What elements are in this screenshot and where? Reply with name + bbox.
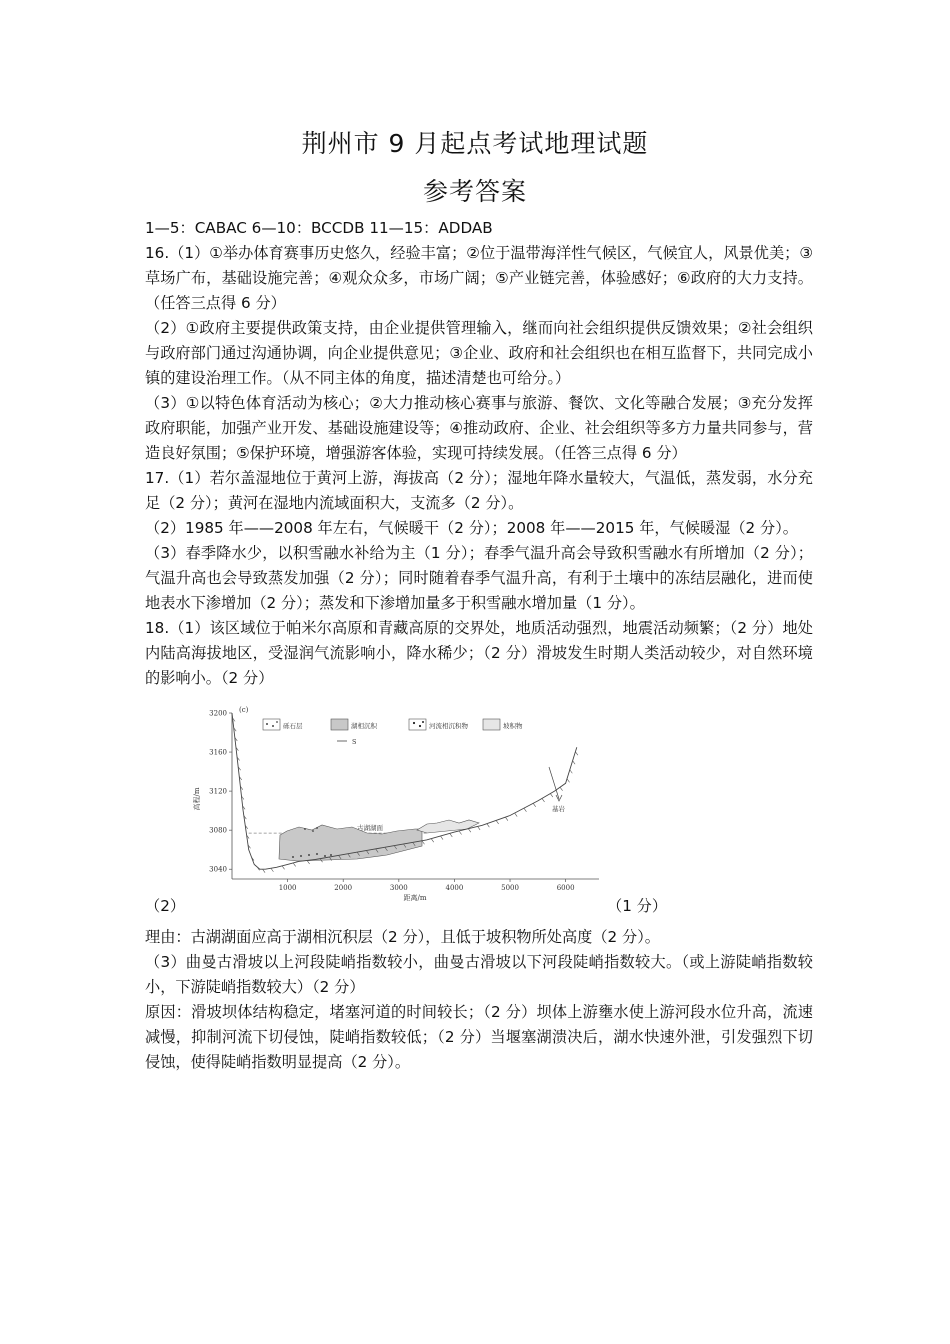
page-title: 荆州市 9 月起点考试地理试题: [301, 129, 649, 158]
y-tick-label: 3120: [209, 787, 227, 796]
ancient-lake-label: 古湖湖面: [357, 824, 383, 833]
x-tick-label: 4000: [445, 884, 464, 892]
q17-part2: （2）1985 年——2008 年左右，气候暖干（2 分）；2008 年——2015 年，气候暖湿（2 分）。: [145, 519, 798, 537]
legend-gravel: 砾石层: [283, 722, 303, 730]
legend-lacustrine: 湖相沉积: [351, 722, 377, 730]
x-tick-label: 3000: [389, 884, 408, 892]
panel-label: (c): [239, 706, 249, 714]
y-axis-label: 高程/m: [193, 787, 201, 811]
legend-swatch-lacustrine: [331, 719, 348, 730]
legend-colluvium: 坡积物: [503, 722, 523, 730]
legend-swatch-fluvial: [409, 719, 426, 730]
legend-swatch-colluvium: [483, 719, 500, 730]
q16-part1: 16.（1）①举办体育赛事历史悠久，经验丰富；②位于温带海洋性气候区，气候宜人，风景优美；③草场广布，基础设施完善；④观众众多，市场广阔；⑤产业链完善，体验感好；⑥政府的大力支持。（任答三点得 6 分）: [145, 244, 813, 312]
q18-figure-label: （2）: [145, 897, 186, 915]
q16-part2: （2）①政府主要提供政策支持，由企业提供管理输入，继而向社会组织提供反馈效果；②社会组织与政府部门通过沟通协调，向企业提供意见；③企业、政府和社会组织也在相互监督下，共同完成小镇的建设治理工作。（从不同主体的角度，描述清楚也可给分。）: [145, 319, 813, 387]
q18-figure-score: （1 分）: [607, 897, 668, 915]
legend-swatch-gravel: [263, 719, 280, 730]
x-tick-label: 1000: [278, 884, 297, 892]
mc-answers: 1—5：CABAC 6—10：BCCDB 11—15：ADDAB: [145, 219, 493, 237]
legend-fluvial: 河流相沉积物: [429, 722, 468, 730]
x-tick-label: 5000: [501, 884, 519, 892]
legend-line-s: S: [352, 738, 357, 746]
q18-reason: 理由：古湖湖面应高于湖相沉积层（2 分），且低于坡积物所处高度（2 分）。: [145, 928, 660, 946]
elevation-profile-chart: [187, 699, 607, 905]
q16-part3: （3）①以特色体育活动为核心；②大力推动核心赛事与旅游、餐饮、文化等融合发展；③充分发挥政府职能，加强产业开发、基础设施建设等；④推动政府、企业、社会组织等多方力量共同参与，营造良好氛围；⑤保护环境，增强游客体验，实现可持续发展。（任答三点得 6 分）: [145, 394, 813, 462]
y-tick-label: 3080: [209, 826, 227, 835]
x-tick-label: 6000: [556, 884, 575, 892]
elevation-profile-figure: [187, 699, 607, 905]
y-tick-label: 3160: [209, 748, 227, 757]
q18-part1: 18.（1）该区域位于帕米尔高原和青藏高原的交界处，地质活动强烈，地震活动频繁；（2 分）地处内陆高海拔地区，受湿润气流影响小，降水稀少；（2 分）滑坡发生时期人类活动较少，对自然环境的影响小。（2 分）: [145, 619, 813, 687]
q18-cause: 原因：滑坡坝体结构稳定，堵塞河道的时间较长；（2 分）坝体上游壅水使上游河段水位升高，流速减慢，抑制河流下切侵蚀，陡峭指数较低；（2 分）当堰塞湖溃决后，湖水快速外泄，引发强烈下切侵蚀，使得陡峭指数明显提高（2 分）。: [145, 1003, 813, 1071]
page-subtitle: 参考答案: [422, 177, 527, 206]
y-tick-label: 3040: [209, 865, 227, 874]
q17-part1: 17.（1）若尔盖湿地位于黄河上游，海拔高（2 分）；湿地年降水量较大，气温低，蒸发弱，水分充足（2 分）；黄河在湿地内流域面积大，支流多（2 分）。: [145, 469, 813, 512]
y-tick-label: 3200: [209, 709, 227, 718]
answer-body: [145, 216, 813, 1075]
q18-figure-row: [145, 693, 813, 925]
bedrock-label: 基岩: [552, 805, 565, 813]
x-axis-label: 距离/m: [403, 894, 427, 902]
x-tick-label: 2000: [334, 884, 353, 892]
q17-part3: （3）春季降水少，以积雪融水补给为主（1 分）；春季气温升高会导致积雪融水有所增加（2 分）；气温升高也会导致蒸发加强（2 分）；同时随着春季气温升高，有利于土壤中的冻结层融化，进而使地表水下渗增加（2 分）；蒸发和下渗增加量多于积雪融水增加量（1 分）。: [145, 544, 813, 612]
q18-part3: （3）曲曼古滑坡以上河段陡峭指数较小，曲曼古滑坡以下河段陡峭指数较大。（或上游陡峭指数较小，下游陡峭指数较大）（2 分）: [145, 953, 813, 996]
